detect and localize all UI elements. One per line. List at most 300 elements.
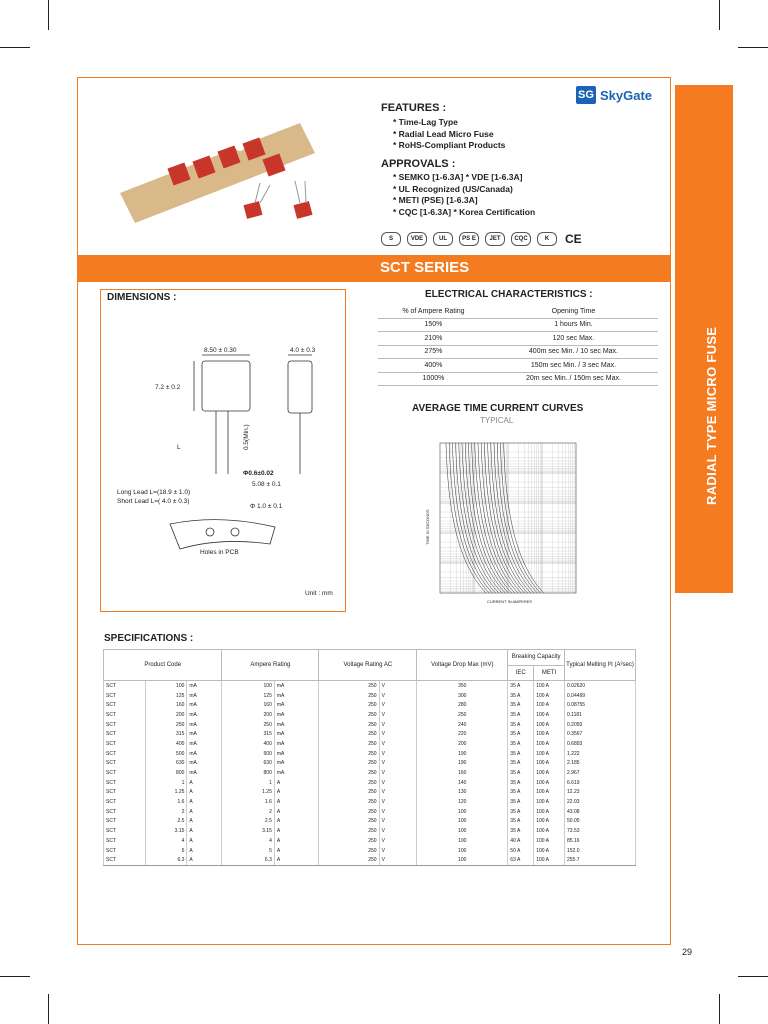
- cell: 2.5: [222, 817, 274, 827]
- cell: 100 A: [534, 759, 565, 769]
- cell: 0.08755: [565, 700, 636, 710]
- table-row: [104, 846, 636, 856]
- cell: 100 A: [534, 691, 565, 701]
- cell: SCT: [104, 768, 146, 778]
- jet-icon: JET: [485, 232, 505, 246]
- cell: SCT: [104, 729, 146, 739]
- cell: 1.222: [565, 749, 636, 759]
- cell: A: [274, 807, 318, 817]
- cell: 50 A: [508, 846, 534, 856]
- curves-subheading: TYPICAL: [480, 416, 514, 425]
- cell: 120: [417, 797, 508, 807]
- cell: 6.619: [565, 778, 636, 788]
- cell: 43.08: [565, 807, 636, 817]
- approval-item: * CQC [1-6.3A] * Korea Certification: [393, 206, 536, 217]
- cell: SCT: [104, 817, 146, 827]
- cell: 35 A: [508, 778, 534, 788]
- cell: SCT: [104, 855, 146, 865]
- cell: 20m sec Min. / 150m sec Max.: [489, 372, 658, 386]
- cell: 35 A: [508, 817, 534, 827]
- time-current-curves: [424, 425, 584, 610]
- cell: 50.05: [565, 817, 636, 827]
- cell: 1.6: [222, 797, 274, 807]
- cell: 190: [417, 759, 508, 769]
- cell: SCT: [104, 681, 146, 691]
- crop-mark: [0, 976, 30, 977]
- column-header: % of Ampere Rating: [378, 305, 489, 318]
- cell: SCT: [104, 700, 146, 710]
- cell: 35 A: [508, 739, 534, 749]
- brand-logo: [576, 86, 652, 104]
- dim-short-lead: Short Lead L=( 4.0 ± 0.3): [117, 498, 190, 505]
- cell: 100: [417, 855, 508, 865]
- cell: V: [379, 768, 417, 778]
- cell: mA: [274, 720, 318, 730]
- dim-lead-length: L: [177, 444, 181, 451]
- cell: 255.7: [565, 855, 636, 865]
- cell: 0.3567: [565, 729, 636, 739]
- electrical-heading: ELECTRICAL CHARACTERISTICS :: [425, 289, 593, 300]
- cell: 12.23: [565, 788, 636, 798]
- cell: SCT: [104, 788, 146, 798]
- cell: SCT: [104, 826, 146, 836]
- cell: 1 hours Min.: [489, 318, 658, 332]
- cell: V: [379, 788, 417, 798]
- cell: 0.6893: [565, 739, 636, 749]
- cell: SCT: [104, 739, 146, 749]
- cell: mA: [187, 759, 222, 769]
- cell: SCT: [104, 691, 146, 701]
- column-header: IEC: [508, 665, 534, 681]
- cell: 5: [146, 846, 187, 856]
- cell: V: [379, 846, 417, 856]
- crop-mark: [719, 0, 720, 30]
- cell: 100: [417, 817, 508, 827]
- cell: 250: [319, 807, 379, 817]
- cell: 200: [417, 739, 508, 749]
- cell: 35 A: [508, 788, 534, 798]
- product-photo: [100, 103, 345, 248]
- cell: 35 A: [508, 691, 534, 701]
- cell: 250: [319, 739, 379, 749]
- cell: SCT: [104, 797, 146, 807]
- table-row: [104, 710, 636, 720]
- cell: A: [187, 836, 222, 846]
- cell: 100: [417, 826, 508, 836]
- cell: 250: [319, 797, 379, 807]
- cell: 200: [146, 710, 187, 720]
- cell: A: [187, 797, 222, 807]
- table-row: [104, 817, 636, 827]
- cell: 100 A: [534, 788, 565, 798]
- cell: 250: [319, 749, 379, 759]
- cell: V: [379, 749, 417, 759]
- cell: 250: [222, 720, 274, 730]
- cell: 35 A: [508, 826, 534, 836]
- cell: mA: [187, 729, 222, 739]
- table-row: [104, 691, 636, 701]
- cell: 250: [319, 817, 379, 827]
- cell: A: [274, 836, 318, 846]
- cell: 35 A: [508, 710, 534, 720]
- cell: 250: [319, 778, 379, 788]
- cell: 100: [146, 681, 187, 691]
- cell: mA: [187, 749, 222, 759]
- cell: V: [379, 807, 417, 817]
- cell: 100 A: [534, 797, 565, 807]
- cell: 250: [417, 710, 508, 720]
- cell: 1: [146, 778, 187, 788]
- cell: V: [379, 797, 417, 807]
- cell: 250: [319, 788, 379, 798]
- table-row: [104, 739, 636, 749]
- cell: 300: [417, 691, 508, 701]
- cell: 6.3: [222, 855, 274, 865]
- table-row: [104, 700, 636, 710]
- cell: 250: [319, 826, 379, 836]
- cell: 152.0: [565, 846, 636, 856]
- vde-icon: VDE: [407, 232, 427, 246]
- cell: 150m sec Min. / 3 sec Max.: [489, 359, 658, 373]
- cell: 630: [146, 759, 187, 769]
- cell: 1: [222, 778, 274, 788]
- table-header-row: [378, 305, 658, 318]
- crop-mark: [738, 47, 768, 48]
- cell: A: [187, 807, 222, 817]
- cell: 315: [222, 729, 274, 739]
- cell: 630: [222, 759, 274, 769]
- cell: 275%: [378, 345, 489, 359]
- cell: mA: [274, 691, 318, 701]
- logo-mark: SG: [576, 86, 596, 104]
- dim-min: 0.5(Min.): [243, 424, 250, 450]
- cell: mA: [187, 710, 222, 720]
- cell: 800: [222, 768, 274, 778]
- table-row: [378, 359, 658, 373]
- ce-icon: CE: [565, 232, 582, 246]
- cell: 0.02620: [565, 681, 636, 691]
- cell: 2.185: [565, 759, 636, 769]
- table-row: [378, 345, 658, 359]
- cell: 1.25: [146, 788, 187, 798]
- feature-item: * Radial Lead Micro Fuse: [393, 128, 494, 139]
- logo-name: SkyGate: [600, 87, 653, 103]
- column-header: Opening Time: [489, 305, 658, 318]
- cell: A: [187, 788, 222, 798]
- dimensions-heading: DIMENSIONS :: [107, 292, 177, 303]
- cell: V: [379, 691, 417, 701]
- cell: 100 A: [534, 729, 565, 739]
- table-row: [104, 836, 636, 846]
- table-row: [104, 826, 636, 836]
- cell: 73.53: [565, 826, 636, 836]
- cell: 250: [319, 836, 379, 846]
- cell: 35 A: [508, 768, 534, 778]
- cell: 250: [319, 759, 379, 769]
- column-header: Typical Melting I²t (A²sec): [565, 650, 636, 681]
- cell: A: [274, 817, 318, 827]
- cell: SCT: [104, 759, 146, 769]
- column-header: Voltage Rating AC: [319, 650, 417, 681]
- certification-icons: [381, 232, 584, 246]
- cell: A: [274, 788, 318, 798]
- approval-item: * METI (PSE) [1-6.3A]: [393, 195, 478, 205]
- side-label: RADIAL TYPE MICRO FUSE: [704, 326, 719, 505]
- cell: SCT: [104, 807, 146, 817]
- cell: A: [187, 826, 222, 836]
- cell: SCT: [104, 846, 146, 856]
- cell: 400: [222, 739, 274, 749]
- cell: mA: [274, 710, 318, 720]
- dim-unit: Unit : mm: [305, 590, 333, 597]
- table-row: [104, 759, 636, 769]
- cell: A: [274, 855, 318, 865]
- cell: 100: [417, 807, 508, 817]
- cell: 100: [222, 681, 274, 691]
- cell: A: [187, 846, 222, 856]
- cell: 100 A: [534, 749, 565, 759]
- column-header: METI: [534, 665, 565, 681]
- cell: 100: [417, 846, 508, 856]
- cell: 250: [319, 681, 379, 691]
- cell: 100: [417, 836, 508, 846]
- dim-long-lead: Long Lead L=(18.9 ± 1.0): [117, 489, 191, 496]
- cell: 220: [417, 729, 508, 739]
- dim-height: 7.2 ± 0.2: [155, 384, 181, 391]
- cell: 400: [146, 739, 187, 749]
- cell: 125: [222, 691, 274, 701]
- curves-ylabel: TIME IN SECONDS: [425, 509, 430, 545]
- cell: 250: [319, 691, 379, 701]
- cell: SCT: [104, 836, 146, 846]
- cell: 130: [417, 788, 508, 798]
- column-header: Product Code: [104, 650, 222, 681]
- cell: 100 A: [534, 817, 565, 827]
- cell: 2.967: [565, 768, 636, 778]
- cell: SCT: [104, 749, 146, 759]
- table-row: [104, 855, 636, 865]
- specifications-heading: SPECIFICATIONS :: [104, 633, 194, 644]
- cell: V: [379, 720, 417, 730]
- table-row: [378, 332, 658, 346]
- cell: 1.25: [222, 788, 274, 798]
- cell: mA: [274, 729, 318, 739]
- cell: 35 A: [508, 729, 534, 739]
- table-row: [104, 788, 636, 798]
- cell: SCT: [104, 720, 146, 730]
- cell: A: [274, 797, 318, 807]
- cell: 100 A: [534, 720, 565, 730]
- cell: 100 A: [534, 807, 565, 817]
- cqc-icon: CQC: [511, 232, 531, 246]
- cell: mA: [187, 739, 222, 749]
- cell: 120 sec Max.: [489, 332, 658, 346]
- cell: 250: [146, 720, 187, 730]
- cell: 100 A: [534, 855, 565, 865]
- cell: 140: [417, 778, 508, 788]
- cell: 4: [222, 836, 274, 846]
- table-row: [104, 778, 636, 788]
- cell: V: [379, 710, 417, 720]
- dim-width: 8.50 ± 0.30: [204, 347, 237, 354]
- cell: 3.15: [222, 826, 274, 836]
- page-number: 29: [682, 947, 693, 957]
- crop-mark: [48, 994, 49, 1024]
- crop-mark: [719, 994, 720, 1024]
- table-row: [104, 807, 636, 817]
- cell: 0.2050: [565, 720, 636, 730]
- cell: 190: [417, 749, 508, 759]
- cell: 35 A: [508, 700, 534, 710]
- cell: V: [379, 817, 417, 827]
- column-header: Breaking Capacity: [508, 650, 565, 666]
- cell: 160: [146, 700, 187, 710]
- cell: V: [379, 836, 417, 846]
- cell: mA: [274, 681, 318, 691]
- cell: 250: [319, 768, 379, 778]
- feature-item: * Time-Lag Type: [393, 117, 458, 127]
- crop-mark: [738, 976, 768, 977]
- dim-depth: 4.0 ± 0.3: [290, 347, 316, 354]
- cell: mA: [274, 749, 318, 759]
- table-row: [104, 797, 636, 807]
- cell: V: [379, 681, 417, 691]
- cell: mA: [274, 700, 318, 710]
- cell: 500: [146, 749, 187, 759]
- cell: A: [274, 778, 318, 788]
- dim-lead-dia: Φ0.6±0.02: [243, 470, 274, 477]
- approval-item: * UL Recognized (US/Canada): [393, 183, 513, 194]
- approvals-list: [393, 172, 535, 218]
- cell: A: [274, 826, 318, 836]
- specifications-table: [103, 649, 636, 866]
- cell: 100 A: [534, 768, 565, 778]
- cell: V: [379, 700, 417, 710]
- column-header: Ampere Rating: [222, 650, 319, 681]
- cell: 22.03: [565, 797, 636, 807]
- cell: V: [379, 855, 417, 865]
- cell: V: [379, 826, 417, 836]
- table-row: [104, 729, 636, 739]
- table-row: [104, 681, 636, 691]
- table-row: [104, 749, 636, 759]
- dim-hole: Φ 1.0 ± 0.1: [250, 503, 283, 510]
- cell: mA: [274, 768, 318, 778]
- cell: 100 A: [534, 739, 565, 749]
- curves-xlabel: CURRENT IN AMPERES: [487, 599, 533, 604]
- cell: 100 A: [534, 778, 565, 788]
- cell: 3.15: [146, 826, 187, 836]
- cell: 125: [146, 691, 187, 701]
- cell: 150%: [378, 318, 489, 332]
- cell: 35 A: [508, 720, 534, 730]
- series-title: SCT SERIES: [380, 259, 470, 276]
- cell: 160: [417, 768, 508, 778]
- cell: 40 A: [508, 836, 534, 846]
- approval-item: * SEMKO [1-6.3A] * VDE [1-6.3A]: [393, 172, 523, 182]
- ul-icon: UL: [433, 232, 453, 246]
- crop-mark: [48, 0, 49, 30]
- table-row: [378, 318, 658, 332]
- electrical-table: [378, 305, 658, 386]
- cell: V: [379, 739, 417, 749]
- cell: A: [274, 846, 318, 856]
- cell: 35 A: [508, 759, 534, 769]
- cell: 500: [222, 749, 274, 759]
- cell: 6.3: [146, 855, 187, 865]
- cell: 240: [417, 720, 508, 730]
- cell: 100 A: [534, 836, 565, 846]
- pse-icon: PS E: [459, 232, 479, 246]
- cell: A: [187, 817, 222, 827]
- series-band: [77, 255, 671, 282]
- cell: 100 A: [534, 846, 565, 856]
- cell: 250: [319, 720, 379, 730]
- cell: 250: [319, 846, 379, 856]
- features-list: [393, 117, 505, 152]
- cell: 280: [417, 700, 508, 710]
- cell: SCT: [104, 710, 146, 720]
- cell: 200: [222, 710, 274, 720]
- dim-holes-pcb: Holes in PCB: [200, 549, 239, 556]
- cell: A: [187, 778, 222, 788]
- cell: 0.1181: [565, 710, 636, 720]
- feature-item: * RoHS-Compliant Products: [393, 140, 506, 150]
- cell: 250: [319, 700, 379, 710]
- cell: 800: [146, 768, 187, 778]
- cell: 400%: [378, 359, 489, 373]
- cell: mA: [274, 759, 318, 769]
- cell: SCT: [104, 778, 146, 788]
- dimension-drawing: [100, 289, 346, 612]
- kc-icon: K: [537, 232, 557, 246]
- cell: 63 A: [508, 855, 534, 865]
- cell: mA: [187, 691, 222, 701]
- cell: mA: [187, 681, 222, 691]
- cell: 400m sec Min. / 10 sec Max.: [489, 345, 658, 359]
- cell: 35 A: [508, 681, 534, 691]
- cell: 1000%: [378, 372, 489, 386]
- cell: 160: [222, 700, 274, 710]
- cell: 315: [146, 729, 187, 739]
- curves-heading: AVERAGE TIME CURRENT CURVES: [412, 403, 584, 414]
- cell: 250: [319, 710, 379, 720]
- table-row: [104, 768, 636, 778]
- cell: 0.04499: [565, 691, 636, 701]
- cell: 4: [146, 836, 187, 846]
- cell: mA: [187, 768, 222, 778]
- cell: mA: [187, 700, 222, 710]
- table-row: [104, 720, 636, 730]
- semko-icon: S: [381, 232, 401, 246]
- table-row: [378, 372, 658, 386]
- dim-pitch: 5.08 ± 0.1: [252, 481, 281, 488]
- cell: 100 A: [534, 681, 565, 691]
- cell: 35 A: [508, 807, 534, 817]
- cell: 250: [319, 855, 379, 865]
- table-header-row: [104, 650, 636, 666]
- cell: mA: [187, 720, 222, 730]
- cell: 100 A: [534, 710, 565, 720]
- cell: 35 A: [508, 749, 534, 759]
- cell: 100 A: [534, 826, 565, 836]
- cell: 5: [222, 846, 274, 856]
- cell: 350: [417, 681, 508, 691]
- cell: A: [187, 855, 222, 865]
- cell: 2: [146, 807, 187, 817]
- features-heading: FEATURES :: [381, 102, 447, 114]
- approvals-heading: APPROVALS :: [381, 158, 456, 170]
